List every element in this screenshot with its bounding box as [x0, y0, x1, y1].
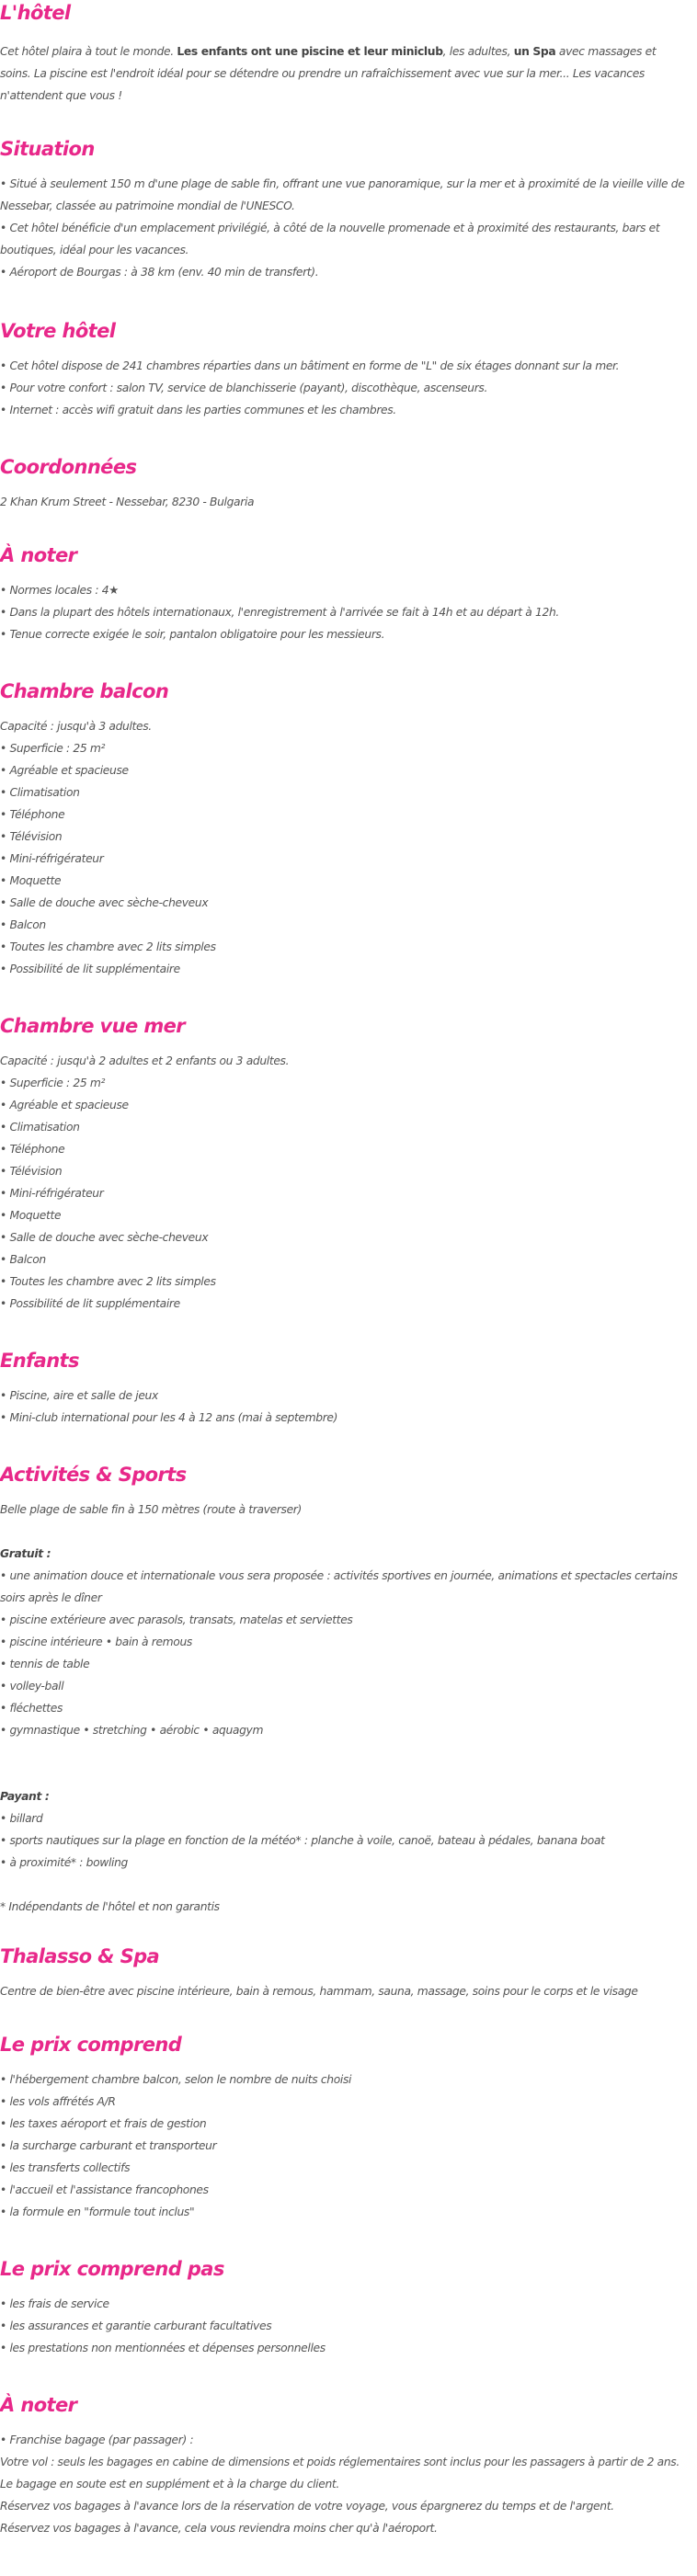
chambre-vue-mer-line: • Téléphone	[0, 1143, 65, 1156]
section-prix-comprend	[0, 2032, 690, 2223]
activites-intro: Belle plage de sable fin à 150 mètres (route à traverser)	[0, 1503, 302, 1516]
chambre-vue-mer-line: • Balcon	[0, 1253, 46, 1266]
hotel-intro-text-1: Cet hôtel plaira à tout le monde.	[0, 45, 177, 58]
section-title-prix-comprend-pas: Le prix comprend pas	[0, 2258, 224, 2280]
chambre-balcon-line: Capacité : jusqu'à 3 adultes.	[0, 720, 152, 733]
section-a-noter-2	[0, 2392, 690, 2539]
spacer	[0, 1521, 690, 1543]
situation-line: • Situé à seulement 150 m d'une plage de sable fin, offrant une vue panoramique, sur la mer et à proximité de la vieille ville de Nessebar, classée au patrimoine mondial de l'UNESCO.	[0, 177, 685, 212]
a-noter-2-line: • Franchise bagage (par passager) :	[0, 2434, 194, 2446]
chambre-vue-mer-line: • Télévision	[0, 1165, 63, 1178]
chambre-vue-mer-line: • Moquette	[0, 1209, 62, 1222]
a-noter-2-line: Votre vol : seuls les bagages en cabine de dimensions et poids réglementaires sont inclus pour les passagers à partir de 2 ans.	[0, 2456, 680, 2468]
section-title-enfants: Enfants	[0, 1350, 79, 1372]
chambre-balcon-line: • Toutes les chambre avec 2 lits simples	[0, 940, 216, 953]
prix-comprend-line: • l'accueil et l'assistance francophones	[0, 2183, 209, 2196]
prix-comprend-line: • les vols affrétés A/R	[0, 2095, 116, 2108]
spacer	[0, 1874, 690, 1896]
payant-label: Payant :	[0, 1790, 50, 1803]
section-title-thalasso: Thalasso & Spa	[0, 1945, 160, 1967]
enfants-line: • Piscine, aire et salle de jeux	[0, 1389, 158, 1402]
address-line: 2 Khan Krum Street - Nessebar, 8230 - Bulgaria	[0, 496, 255, 508]
section-thalasso	[0, 1943, 690, 2002]
hotel-intro-bold-1: Les enfants ont une piscine et leur miniclub	[177, 45, 443, 58]
prix-comprend-line: • l'hébergement chambre balcon, selon le nombre de nuits choisi	[0, 2073, 352, 2086]
hotel-intro-text-3: avec massages et soins. La piscine est l'endroit idéal pour se détendre ou prendre un rafraîchissement avec vue sur la mer... Les vacances n'attendent que vous !	[0, 45, 657, 102]
hotel-intro	[0, 40, 690, 107]
prix-comprend-pas-text	[0, 2293, 690, 2359]
thalasso-line: Centre de bien-être avec piscine intérieure, bain à remous, hammam, sauna, massage, soins pour le corps et le visage	[0, 1985, 638, 1998]
section-coordonnees	[0, 454, 690, 513]
situation-line: • Aéroport de Bourgas : à 38 km (env. 40 min de transfert).	[0, 266, 319, 279]
prix-comprend-line: • la surcharge carburant et transporteur	[0, 2139, 217, 2152]
chambre-vue-mer-text	[0, 1050, 690, 1315]
gratuit-line: • volley-ball	[0, 1680, 64, 1693]
section-activites	[0, 1462, 690, 1918]
chambre-vue-mer-line: • Salle de douche avec sèche-cheveux	[0, 1231, 209, 1244]
chambre-balcon-line: • Moquette	[0, 874, 62, 887]
section-chambre-vue-mer	[0, 1013, 690, 1315]
spacer	[0, 1763, 690, 1785]
chambre-balcon-line: • Agréable et spacieuse	[0, 764, 129, 777]
hotel-intro-text-2: , les adultes,	[442, 45, 514, 58]
coordonnees-text	[0, 491, 690, 513]
chambre-balcon-line: • Téléphone	[0, 808, 65, 821]
situation-line: • Cet hôtel bénéficie d'un emplacement privilégié, à côté de la nouvelle promenade et à proximité des restaurants, bars et boutiques, idéal pour les vacances.	[0, 222, 660, 256]
thalasso-text	[0, 1980, 690, 2002]
prix-comprend-line: • les taxes aéroport et frais de gestion	[0, 2117, 207, 2130]
prix-comprend-line: • la formule en "formule tout inclus"	[0, 2206, 195, 2218]
a-noter-2-line: Réservez vos bagages à l'avance, cela vous reviendra moins cher qu'à l'aéroport.	[0, 2522, 438, 2535]
chambre-balcon-line: • Mini-réfrigérateur	[0, 852, 104, 865]
activites-text	[0, 1499, 690, 1918]
votre-hotel-text	[0, 355, 690, 421]
enfants-text	[0, 1385, 690, 1429]
situation-text	[0, 173, 690, 283]
votre-hotel-line: • Cet hôtel dispose de 241 chambres réparties dans un bâtiment en forme de "L" de six étages donnant sur la mer.	[0, 359, 620, 372]
section-a-noter-1	[0, 542, 690, 645]
chambre-vue-mer-line: • Toutes les chambre avec 2 lits simples	[0, 1275, 216, 1288]
prix-comprend-line: • les transferts collectifs	[0, 2161, 131, 2174]
a-noter-2-line: Le bagage en soute est en supplément et à la charge du client.	[0, 2478, 339, 2491]
section-title-situation: Situation	[0, 138, 95, 160]
votre-hotel-line: • Internet : accès wifi gratuit dans les parties communes et les chambres.	[0, 404, 396, 416]
a-noter-line: • Dans la plupart des hôtels internationaux, l'enregistrement à l'arrivée se fait à 14h et au départ à 12h.	[0, 606, 559, 619]
chambre-balcon-text	[0, 715, 690, 980]
a-noter-line: • Tenue correcte exigée le soir, pantalon obligatoire pour les messieurs.	[0, 628, 385, 641]
section-prix-comprend-pas	[0, 2256, 690, 2359]
gratuit-line: • fléchettes	[0, 1702, 63, 1715]
payant-line: • à proximité* : bowling	[0, 1856, 128, 1869]
section-title-votre-hotel: Votre hôtel	[0, 320, 116, 342]
section-title-chambre-balcon: Chambre balcon	[0, 680, 169, 702]
chambre-vue-mer-line: • Agréable et spacieuse	[0, 1099, 129, 1111]
chambre-vue-mer-line: • Mini-réfrigérateur	[0, 1187, 104, 1200]
a-noter-text	[0, 579, 690, 645]
a-noter-2-text	[0, 2429, 690, 2539]
section-votre-hotel	[0, 318, 690, 421]
gratuit-line: • gymnastique • stretching • aérobic • aquagym	[0, 1724, 264, 1737]
prix-comprend-pas-line: • les prestations non mentionnées et dépenses personnelles	[0, 2342, 326, 2354]
section-chambre-balcon	[0, 678, 690, 980]
payant-line: • billard	[0, 1812, 43, 1825]
gratuit-line: • piscine extérieure avec parasols, transats, matelas et serviettes	[0, 1613, 353, 1626]
section-enfants	[0, 1348, 690, 1429]
chambre-vue-mer-line: Capacité : jusqu'à 2 adultes et 2 enfants ou 3 adultes.	[0, 1054, 290, 1067]
chambre-balcon-line: • Salle de douche avec sèche-cheveux	[0, 896, 209, 909]
a-noter-2-line: Réservez vos bagages à l'avance lors de la réservation de votre voyage, vous épargnerez du temps et de l'argent.	[0, 2500, 614, 2513]
chambre-balcon-line: • Climatisation	[0, 786, 80, 799]
gratuit-line: • une animation douce et internationale vous sera proposée : activités sportives en journée, animations et spectacles certains soirs après le dîner	[0, 1569, 678, 1604]
gratuit-line: • piscine intérieure • bain à remous	[0, 1636, 192, 1648]
chambre-balcon-line: • Balcon	[0, 918, 46, 931]
prix-comprend-text	[0, 2069, 690, 2223]
payant-line: • sports nautiques sur la plage en fonction de la météo* : planche à voile, canoë, bateau à pédales, banana boat	[0, 1834, 605, 1847]
chambre-vue-mer-line: • Climatisation	[0, 1121, 80, 1134]
section-title-chambre-vue-mer: Chambre vue mer	[0, 1015, 186, 1037]
hotel-intro-bold-2: un Spa	[513, 45, 556, 58]
chambre-balcon-line: • Superficie : 25 m²	[0, 742, 106, 755]
section-title-a-noter: À noter	[0, 544, 77, 566]
votre-hotel-line: • Pour votre confort : salon TV, service de blanchisserie (payant), discothèque, ascenseurs.	[0, 382, 488, 394]
prix-comprend-pas-line: • les frais de service	[0, 2297, 109, 2310]
section-title-a-noter-2: À noter	[0, 2394, 77, 2416]
section-title-activites: Activités & Sports	[0, 1464, 187, 1486]
section-title-coordonnees: Coordonnées	[0, 456, 137, 478]
chambre-vue-mer-line: • Superficie : 25 m²	[0, 1077, 106, 1089]
spacer	[0, 1741, 690, 1763]
gratuit-line: • tennis de table	[0, 1658, 90, 1670]
enfants-line: • Mini-club international pour les 4 à 12 ans (mai à septembre)	[0, 1411, 338, 1424]
a-noter-line: • Normes locales : 4★	[0, 584, 119, 597]
chambre-balcon-line: • Télévision	[0, 830, 63, 843]
chambre-balcon-line: • Possibilité de lit supplémentaire	[0, 963, 180, 975]
prix-comprend-pas-line: • les assurances et garantie carburant facultatives	[0, 2320, 272, 2332]
section-title-prix-comprend: Le prix comprend	[0, 2034, 182, 2056]
section-hotel	[0, 0, 690, 107]
activites-footnote: * Indépendants de l'hôtel et non garantis	[0, 1900, 220, 1913]
section-title-hotel: L'hôtel	[0, 2, 71, 24]
gratuit-label: Gratuit :	[0, 1547, 51, 1560]
chambre-vue-mer-line: • Possibilité de lit supplémentaire	[0, 1297, 180, 1310]
section-situation	[0, 136, 690, 283]
